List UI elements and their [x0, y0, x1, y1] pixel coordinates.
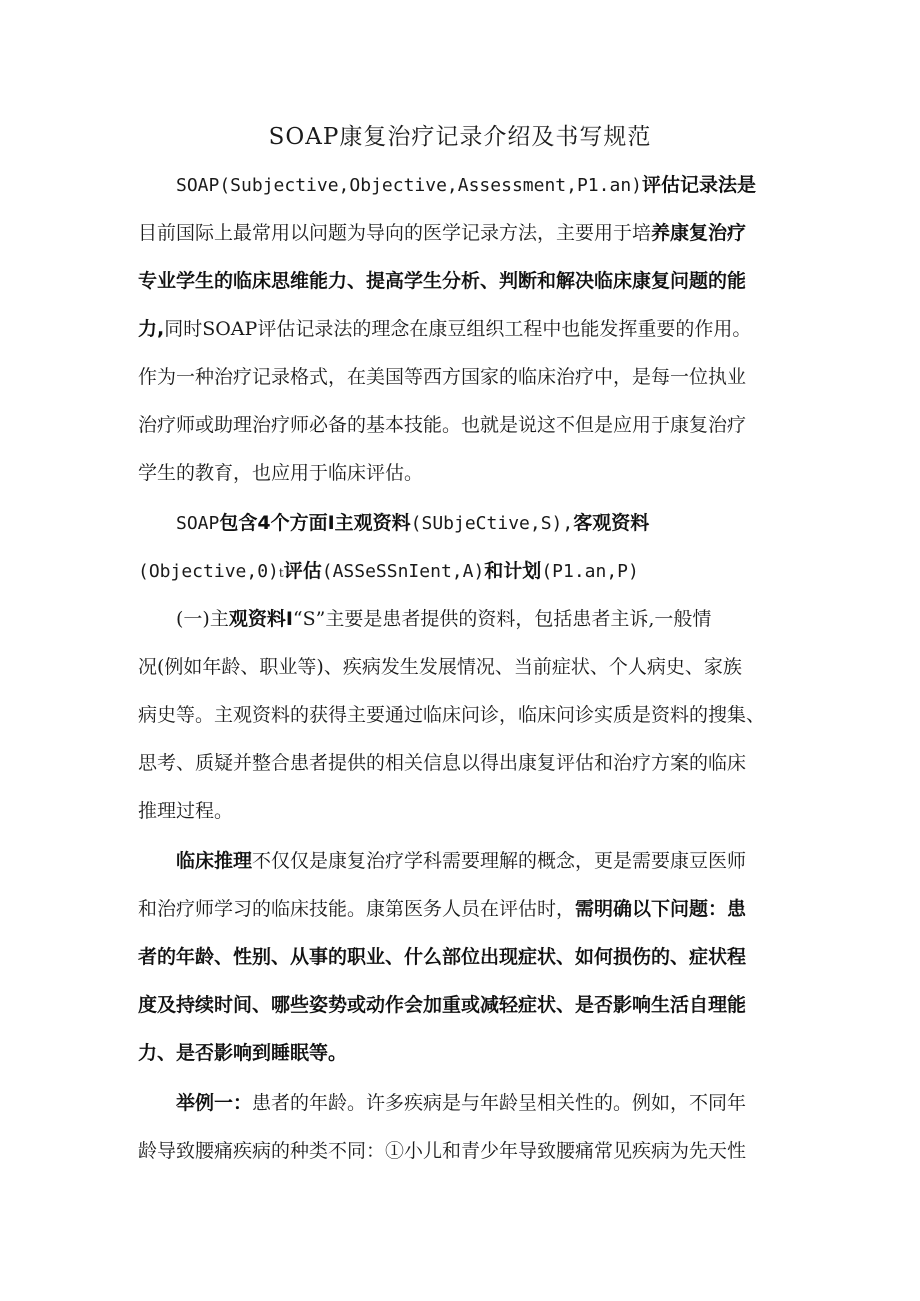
bold-text: 客观资料	[573, 512, 650, 534]
bold-text: 评估记录法是	[642, 174, 757, 196]
paragraph-4-line-1	[176, 846, 826, 876]
bold-text: 需明确以下问题：患	[575, 898, 747, 920]
paragraph-3-line-1	[176, 604, 826, 634]
bold-text: 养康复治疗	[651, 222, 747, 244]
paragraph-4-line-5: 力、是否影响到睡眠等。	[138, 1042, 348, 1064]
paragraph-3-line-3: 病史等。主观资料的获得主要通过临床问诊，临床问诊实质是资料的搜集、	[138, 704, 766, 726]
paragraph-2-line-1	[176, 508, 826, 539]
body-text: 不仅仅是康复治疗学科需要理解的概念，更是需要康豆医师	[252, 850, 747, 872]
mono-text: (P1.an,P)	[541, 561, 639, 582]
stray-char: t	[278, 566, 284, 580]
bold-text: 评估	[283, 560, 322, 582]
body-text: 目前国际上最常用以问题为导向的医学记录方法，主要用于培	[138, 222, 652, 244]
body-text: “S”主要是患者提供的资料，包括患者主诉,一般情	[292, 608, 712, 630]
document-title: SOAP康复治疗记录介绍及书写规范	[268, 124, 652, 150]
bold-text: 和计划	[484, 560, 542, 582]
soap-acronym-text: SOAP(Subjective,Objective,Assessment,P1.an)	[176, 175, 642, 196]
paragraph-1-line-1	[176, 170, 826, 201]
body-text: (一)主	[176, 608, 229, 630]
paragraph-5-line-2: 龄导致腰痛疾病的种类不同：①小儿和青少年导致腰痛常见疾病为先天性	[138, 1140, 747, 1162]
mono-text: (ASSeSSnIent,A)	[321, 561, 485, 582]
paragraph-3-line-2: 况(例如年龄、职业等)、疾病发生发展情况、当前症状、个人病史、家族	[138, 656, 742, 678]
paragraph-3-line-5: 推理过程。	[138, 800, 234, 822]
body-text: 同时SOAP评估记录法的理念在康豆组织工程中也能发挥重要的作用。	[164, 318, 752, 340]
paragraph-1-line-5: 作为一种治疗记录格式，在美国等西方国家的临床治疗中，是每一位执业	[138, 366, 747, 388]
paragraph-4-line-3: 者的年龄、性别、从事的职业、什么部位出现症状、如何损伤的、症状程	[138, 946, 747, 968]
mono-text: (Objective,0)	[138, 561, 279, 582]
bold-text: 临床推理	[176, 850, 253, 872]
body-text: 患者的年龄。许多疾病是与年龄呈相关性的。例如，不同年	[252, 1092, 747, 1114]
paragraph-4-line-2	[138, 894, 788, 924]
paragraph-3-line-4: 思考、质疑并整合患者提供的相关信息以得出康复评估和治疗方案的临床	[138, 752, 747, 774]
bold-text: 举例一：	[176, 1092, 253, 1114]
paragraph-1-line-4	[138, 314, 788, 344]
mono-text: (SUbjeCtive,S),	[410, 513, 574, 534]
body-text: 和治疗师学习的临床技能。康第医务人员在评估时，	[138, 898, 576, 920]
paragraph-1-line-6: 治疗师或助理治疗师必备的基本技能。也就是说这不但是应用于康复治疗	[138, 414, 747, 436]
paragraph-4-line-4: 度及持续时间、哪些姿势或动作会加重或减轻症状、是否影响生活自理能	[138, 994, 747, 1016]
bold-text: 包含4个方面I主观资料	[219, 512, 411, 534]
bold-text: 观资料I	[228, 608, 293, 630]
bold-text: 力,	[138, 318, 165, 340]
soap-acronym-text: SOAP	[176, 513, 220, 534]
paragraph-1-line-7: 学生的教育，也应用于临床评估。	[138, 462, 424, 484]
paragraph-5-line-1	[176, 1088, 826, 1118]
paragraph-1-line-3: 专业学生的临床思维能力、提高学生分析、判断和解决临床康复问题的能	[138, 270, 747, 292]
paragraph-2-line-2	[138, 556, 788, 588]
paragraph-1-line-2	[138, 218, 788, 248]
